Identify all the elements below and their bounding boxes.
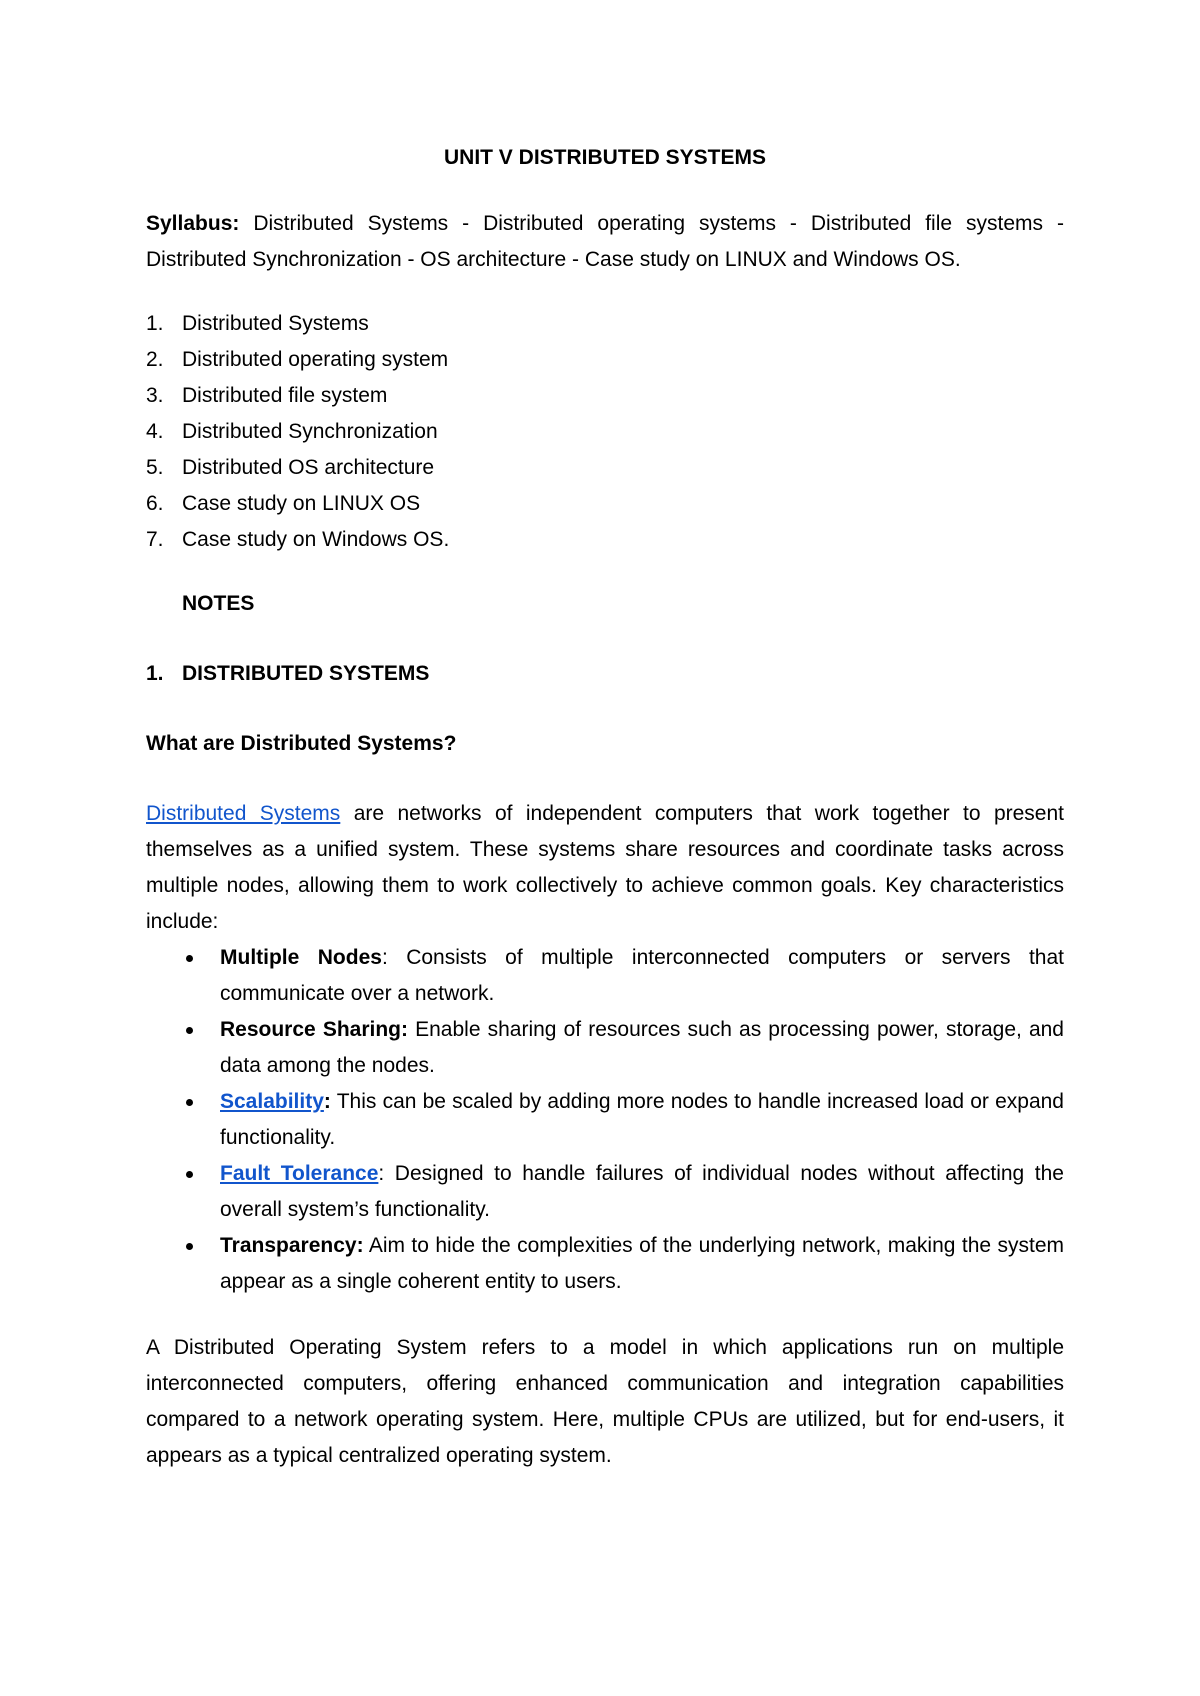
bullet-icon — [186, 1171, 193, 1178]
intro-text: are networks of independent computers that work together to present themselves as a unified system. These systems share resources and coordinate tasks across multiple nodes, allowing them to work collectively to achieve common goals. Key characteristics include: — [146, 802, 1064, 933]
syllabus-paragraph — [146, 206, 1064, 278]
bullet-icon — [186, 1027, 193, 1034]
topic-item — [146, 306, 1064, 342]
characteristic-item — [146, 1228, 1064, 1300]
topic-item — [146, 522, 1064, 558]
topic-number: 1. — [146, 312, 164, 335]
topics-list — [146, 306, 1064, 558]
intro-paragraph — [146, 796, 1064, 940]
characteristic-desc: This can be scaled by adding more nodes to handle increased load or expand functionality. — [220, 1090, 1064, 1149]
topic-item — [146, 450, 1064, 486]
characteristic-item — [146, 1156, 1064, 1228]
characteristic-term: Multiple Nodes — [220, 946, 382, 969]
topic-label: Distributed file system — [182, 384, 388, 407]
topic-number: 4. — [146, 420, 164, 443]
document-page — [146, 140, 1064, 1474]
topic-label: Distributed Systems — [182, 312, 369, 335]
closing-paragraph: A Distributed Operating System refers to a model in which applications run on multiple interconnected computers, offering enhanced communication and integration capabilities compared to a network operating system. Here, multiple CPUs are utilized, but for end-users, it appears as a typical centralized operating system. — [146, 1336, 1064, 1467]
topic-item — [146, 414, 1064, 450]
characteristics-list — [146, 940, 1064, 1300]
bullet-icon — [186, 1243, 193, 1250]
topic-item — [146, 486, 1064, 522]
characteristic-item — [146, 940, 1064, 1012]
topic-label: Case study on Windows OS. — [182, 528, 450, 551]
question-heading: What are Distributed Systems? — [146, 732, 457, 755]
characteristic-desc: Aim to hide the complexities of the underlying network, making the system appear as a single coherent entity to users. — [220, 1234, 1064, 1293]
bullet-icon — [186, 1099, 193, 1106]
characteristic-item — [146, 1084, 1064, 1156]
characteristic-sep: : — [356, 1234, 364, 1257]
scalability-link[interactable]: Scalability — [220, 1090, 324, 1113]
characteristic-sep: : — [378, 1162, 385, 1185]
bullet-icon — [186, 955, 193, 962]
topic-label: Distributed operating system — [182, 348, 449, 371]
syllabus-label: Syllabus: — [146, 212, 240, 235]
syllabus-text: Distributed Systems - Distributed operating systems - Distributed file systems - Distributed Synchronization - OS architecture - Case study on LINUX and Windows OS. — [146, 212, 1064, 271]
characteristic-desc: Enable sharing of resources such as processing power, storage, and data among the nodes. — [220, 1018, 1064, 1077]
topic-item — [146, 342, 1064, 378]
section-title: DISTRIBUTED SYSTEMS — [182, 662, 430, 685]
distributed-systems-link[interactable]: Distributed Systems — [146, 802, 341, 825]
characteristic-desc: Designed to handle failures of individual nodes without affecting the overall system’s functionality. — [220, 1162, 1064, 1221]
section-number: 1. — [146, 662, 164, 685]
fault-tolerance-link[interactable]: Fault Tolerance — [220, 1162, 379, 1185]
topic-label: Distributed Synchronization — [182, 420, 438, 443]
topic-label: Case study on LINUX OS — [182, 492, 421, 515]
topic-number: 5. — [146, 456, 164, 479]
characteristic-term: Resource Sharing — [220, 1018, 401, 1041]
characteristic-desc: Consists of multiple interconnected computers or servers that communicate over a network. — [220, 946, 1064, 1005]
topic-label: Distributed OS architecture — [182, 456, 435, 479]
section-heading — [146, 656, 1064, 692]
characteristic-sep: : — [323, 1090, 331, 1113]
document-title: UNIT V DISTRIBUTED SYSTEMS — [443, 146, 767, 169]
topic-number: 3. — [146, 384, 164, 407]
characteristic-item — [146, 1012, 1064, 1084]
characteristic-sep: : — [401, 1018, 408, 1041]
topic-number: 6. — [146, 492, 164, 515]
topic-item — [146, 378, 1064, 414]
notes-heading: NOTES — [182, 592, 255, 615]
topic-number: 7. — [146, 528, 164, 551]
topic-number: 2. — [146, 348, 164, 371]
characteristic-sep: : — [381, 946, 388, 969]
characteristic-term: Transparency — [220, 1234, 357, 1257]
